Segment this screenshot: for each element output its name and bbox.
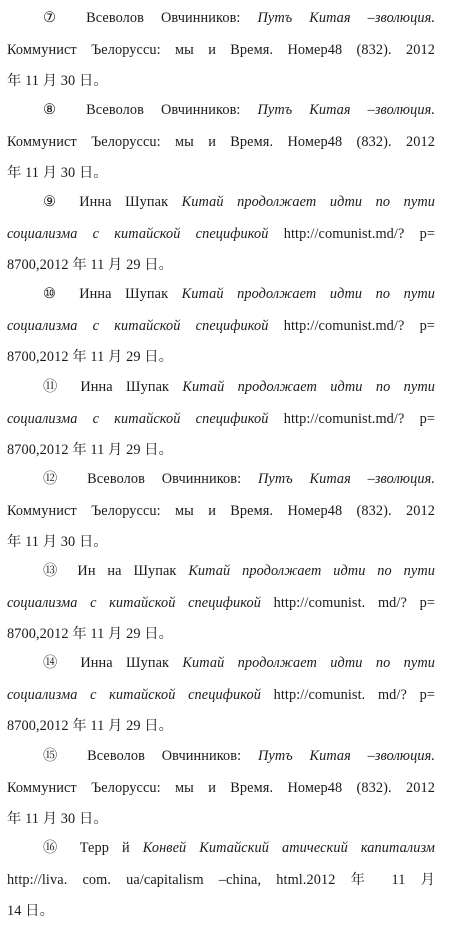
citation-text: Коммунист Ъелоруссu: мы и Время. Номер48 (832). 2012 — [7, 41, 435, 58]
citation-text: 8700,2012 年 11 月 29 日。 — [7, 349, 174, 365]
italic-title-text: социализма с китайской спецификой — [7, 317, 269, 334]
footnote-line — [7, 896, 435, 928]
italic-title-text: Китай продолжает идти по пути — [181, 194, 435, 210]
footnote-line — [7, 435, 435, 467]
italic-title-text: Путъ Китая –зволюция. — [257, 102, 435, 118]
citation-text: ⑯ Терр й — [43, 840, 143, 856]
citation-text: ⑪ Инна Шупак — [43, 379, 183, 395]
footnote-line — [7, 527, 435, 559]
footnote-line — [7, 35, 435, 67]
footnote-line — [7, 127, 435, 159]
footnote-line — [7, 588, 435, 620]
citation-text: ⑮ Всеволов Овчинников: — [43, 748, 258, 764]
footnote-line — [7, 66, 435, 98]
footnote-line — [7, 372, 435, 404]
footnote-line — [7, 556, 435, 588]
citation-text: 8700,2012 年 11 月 29 日。 — [7, 442, 174, 458]
footnote-item — [7, 3, 435, 98]
footnote-line — [7, 342, 435, 374]
italic-title-text: Китай продолжает идти по пути — [188, 563, 436, 579]
citation-text: http://comunist. md/? p= — [260, 686, 435, 703]
citation-text: http://comunist.md/? p= — [268, 410, 435, 427]
italic-title-text: Китай продолжает идти по пути — [182, 655, 436, 671]
footnote-item — [7, 372, 435, 467]
citation-text: Коммунист Ъелоруссu: мы и Время. Номер48 (832). 2012 — [7, 779, 435, 796]
footnote-line — [7, 865, 435, 897]
citation-text: http://liva. com. ua/capitalism –china, html.2012 年 11 月 — [7, 871, 435, 888]
citation-text: Коммунист Ъелоруссu: мы и Время. Номер48 (832). 2012 — [7, 133, 435, 150]
italic-title-text: Путъ Китая –зволюция. — [257, 471, 435, 487]
citation-text: 8700,2012 年 11 月 29 日。 — [7, 626, 174, 642]
citation-text: 年 11 月 30 日。 — [7, 73, 108, 89]
footnote-line — [7, 648, 435, 680]
italic-title-text: социализма с китайской спецификой — [7, 410, 269, 427]
citation-text: ⑫ Всеволов Овчинников: — [43, 471, 258, 487]
footnote-line — [7, 279, 435, 311]
citation-text: 年 11 月 30 日。 — [7, 811, 108, 827]
footnote-item — [7, 556, 435, 651]
citation-text: 8700,2012 年 11 月 29 日。 — [7, 718, 174, 734]
italic-title-text: Конвей Китайский атический капитализм — [142, 840, 435, 856]
footnote-line — [7, 404, 435, 436]
footnote-item — [7, 648, 435, 743]
italic-title-text: социализма с китайской спецификой — [7, 594, 261, 611]
footnote-line — [7, 158, 435, 190]
citation-text: 14 日。 — [7, 903, 54, 919]
footnote-line — [7, 804, 435, 836]
footnote-item — [7, 95, 435, 190]
citation-text: 年 11 月 30 日。 — [7, 534, 108, 550]
italic-title-text: социализма с китайской спецификой — [7, 225, 269, 242]
footnote-line — [7, 680, 435, 712]
footnote-line — [7, 619, 435, 651]
footnote-item — [7, 741, 435, 836]
footnote-item — [7, 464, 435, 559]
citation-text: 8700,2012 年 11 月 29 日。 — [7, 257, 174, 273]
footnote-line — [7, 496, 435, 528]
footnote-line — [7, 187, 435, 219]
footnote-item — [7, 833, 435, 928]
footnote-line — [7, 773, 435, 805]
citation-text: ⑩ Инна Шупак — [43, 286, 182, 302]
italic-title-text: Китай продолжает идти по пути — [181, 286, 435, 302]
italic-title-text: Китай продолжает идти по пути — [182, 379, 436, 395]
citation-text: http://comunist.md/? p= — [268, 317, 435, 334]
citation-text: http://comunist. md/? p= — [260, 594, 435, 611]
footnote-item — [7, 279, 435, 374]
citation-text: ⑦ Всеволов Овчинников: — [43, 10, 258, 26]
footnote-line — [7, 833, 435, 865]
footnote-line — [7, 464, 435, 496]
italic-title-text: Путъ Китая –зволюция. — [257, 10, 435, 26]
footnote-line — [7, 250, 435, 282]
citation-text: ⑨ Инна Шупак — [43, 194, 182, 210]
footnote-line — [7, 3, 435, 35]
citation-text: ⑬ Ин на Шупак — [43, 563, 189, 579]
footnote-line — [7, 311, 435, 343]
citation-text: ⑧ Всеволов Овчинников: — [43, 102, 258, 118]
citation-text: http://comunist.md/? p= — [268, 225, 435, 242]
footnote-line — [7, 95, 435, 127]
italic-title-text: социализма с китайской спецификой — [7, 686, 261, 703]
italic-title-text: Путъ Китая –зволюция. — [257, 748, 435, 764]
footnote-item — [7, 187, 435, 282]
footnote-line — [7, 219, 435, 251]
citation-text: 年 11 月 30 日。 — [7, 165, 108, 181]
citation-text: ⑭ Инна Шупак — [43, 655, 183, 671]
citation-text: Коммунист Ъелоруссu: мы и Время. Номер48 (832). 2012 — [7, 502, 435, 519]
footnote-line — [7, 711, 435, 743]
footnote-line — [7, 741, 435, 773]
